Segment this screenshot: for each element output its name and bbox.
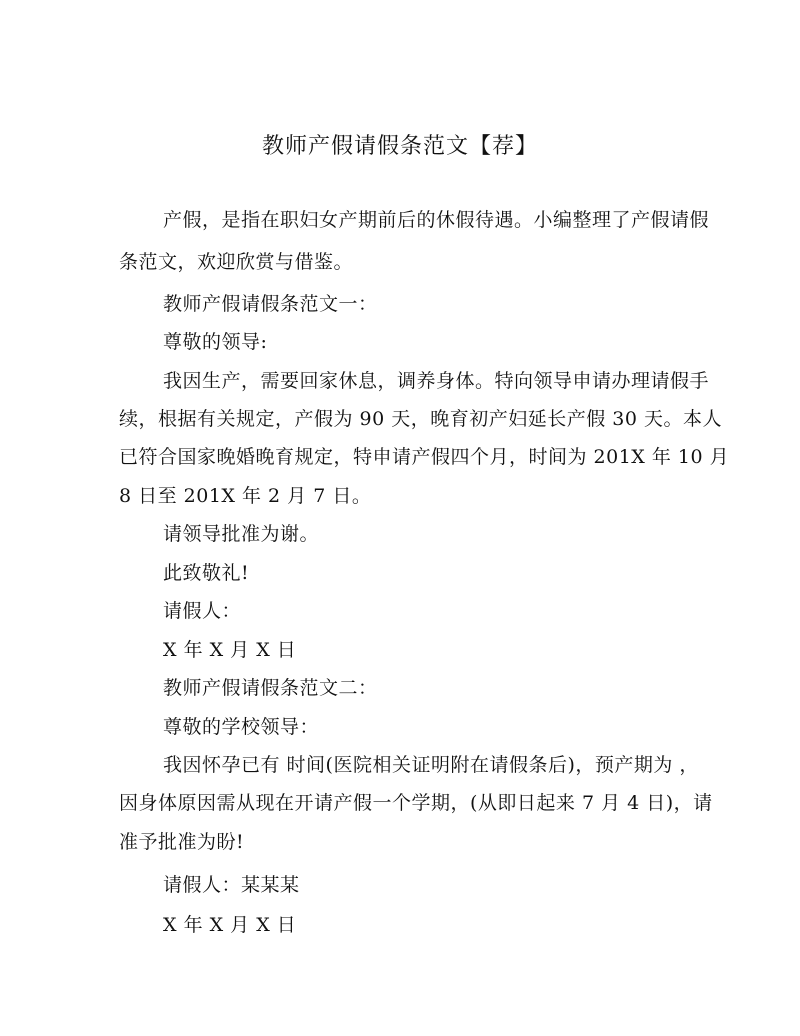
sample-one-body-line-4: 8 日至 201X 年 2 月 7 日。 xyxy=(119,485,372,507)
sample-one-salutation: 尊敬的领导: xyxy=(163,331,268,353)
sample-two-body-line-2: 因身体原因需从现在开请产假一个学期，(从即日起来 7 月 4 日)，请 xyxy=(119,792,713,814)
sample-two-salutation: 尊敬的学校领导： xyxy=(163,716,320,738)
sample-one-request-line: 请领导批准为谢。 xyxy=(163,523,320,545)
sample-one-closing: 此致敬礼! xyxy=(163,562,250,584)
sample-one-body-line-3: 已符合国家晚婚晚育规定，特申请产假四个月，时间为 201X 年 10 月 xyxy=(119,446,730,468)
sample-one-body-line-2: 续，根据有关规定，产假为 90 天，晚育初产妇延长产假 30 天。本人 xyxy=(119,408,723,430)
sample-two-signature: 请假人：某某某 xyxy=(163,874,300,896)
sample-two-body-line-3: 准予批准为盼! xyxy=(119,831,245,853)
sample-one-body-line-1: 我因生产，需要回家休息，调养身体。特向领导申请办理请假手 xyxy=(163,370,710,392)
sample-two-body-line-1: 我因怀孕已有 时间(医院相关证明附在请假条后)，预产期为 ， xyxy=(163,754,699,776)
paragraph-intro-line-2: 条范文，欢迎欣赏与借鉴。 xyxy=(119,251,354,273)
sample-two-heading: 教师产假请假条范文二： xyxy=(163,677,378,699)
paragraph-intro-line-1: 产假，是指在职妇女产期前后的休假待遇。小编整理了产假请假 xyxy=(163,209,710,231)
sample-one-date: X 年 X 月 X 日 xyxy=(163,639,297,661)
sample-one-signature: 请假人： xyxy=(163,600,242,622)
sample-one-heading: 教师产假请假条范文一： xyxy=(163,293,378,315)
document-title: 教师产假请假条范文【荐】 xyxy=(261,134,538,159)
sample-two-date: X 年 X 月 X 日 xyxy=(163,914,297,936)
